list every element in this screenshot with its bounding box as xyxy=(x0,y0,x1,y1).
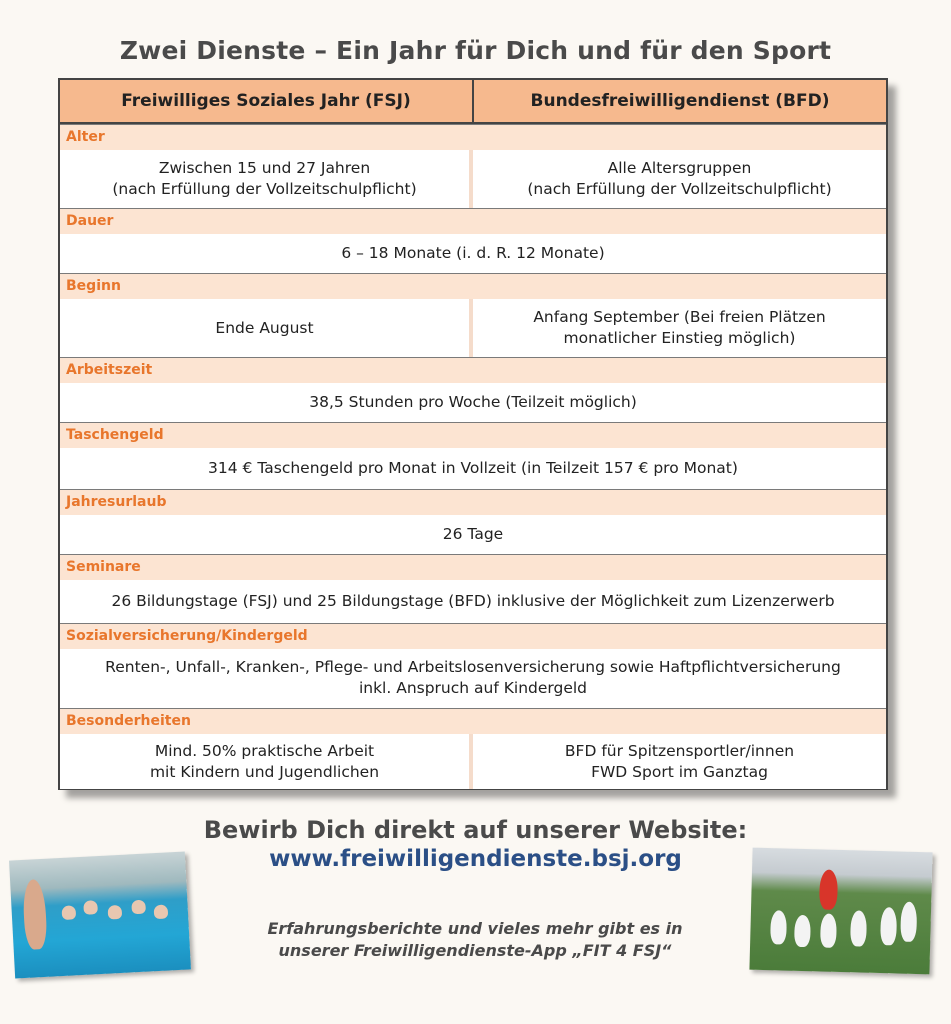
sports-field-photo xyxy=(749,848,932,975)
section-taschengeld xyxy=(60,422,886,488)
section-label: Seminare xyxy=(60,555,886,580)
text-line: (nach Erfüllung der Vollzeitschulpflicht) xyxy=(527,180,832,198)
beginn-bfd xyxy=(473,299,886,357)
section-label: Dauer xyxy=(60,209,886,234)
person-figure xyxy=(154,904,169,919)
person-figure xyxy=(900,902,917,942)
text-line: Anfang September (Bei freien Plätzen xyxy=(533,308,826,326)
header-fsj: Freiwilliges Soziales Jahr (FSJ) xyxy=(60,80,474,122)
taschengeld-value: 314 € Taschengeld pro Monat in Vollzeit (in Teilzeit 157 € pro Monat) xyxy=(208,458,738,477)
text-line: Zwischen 15 und 27 Jahren xyxy=(158,159,371,177)
text-line: mit Kindern und Jugendlichen xyxy=(149,762,380,781)
section-label: Alter xyxy=(60,125,886,150)
table-header xyxy=(60,80,886,124)
text-line: Alle Altersgruppen xyxy=(607,159,752,177)
app-note xyxy=(215,918,735,962)
person-figure xyxy=(108,905,123,920)
section-alter xyxy=(60,124,886,208)
besonderheiten-bfd xyxy=(473,734,886,789)
arbeitszeit-value: 38,5 Stunden pro Woche (Teilzeit möglich) xyxy=(309,392,637,411)
text-line: Renten-, Unfall-, Kranken-, Pflege- und Arbeitslosenversicherung sowie Haftpflichtversicherung xyxy=(105,658,841,676)
section-label: Jahresurlaub xyxy=(60,490,886,515)
person-figure xyxy=(61,905,76,920)
text-line: BFD für Spitzensportler/innen xyxy=(564,741,795,760)
person-figure xyxy=(820,913,837,947)
person-figure xyxy=(880,907,897,945)
person-figure xyxy=(794,915,811,947)
comparison-table xyxy=(58,78,888,790)
text-line: inkl. Anspruch auf Kindergeld xyxy=(358,679,588,697)
alter-bfd xyxy=(473,150,886,208)
section-besonderheiten xyxy=(60,708,886,789)
person-figure xyxy=(22,879,48,950)
header-bfd: Bundesfreiwilligendienst (BFD) xyxy=(530,91,830,111)
text-line: monatlicher Einstieg möglich) xyxy=(563,329,796,347)
section-label: Arbeitszeit xyxy=(60,358,886,383)
section-seminare xyxy=(60,554,886,622)
section-jahresurlaub xyxy=(60,489,886,553)
besonderheiten-fsj xyxy=(60,734,473,789)
section-label: Taschengeld xyxy=(60,423,886,448)
section-dauer xyxy=(60,208,886,272)
swimming-pool-photo xyxy=(9,851,191,978)
seminare-value: 26 Bildungstage (FSJ) und 25 Bildungstage (BFD) inklusive der Möglichkeit zum Lizenzerwerb xyxy=(111,591,835,610)
website-link[interactable]: www.freiwilligendienste.bsj.org xyxy=(269,846,682,872)
person-figure xyxy=(850,910,867,946)
text-line: (nach Erfüllung der Vollzeitschulpflicht) xyxy=(112,180,417,198)
text-line: FWD Sport im Ganztag xyxy=(591,762,768,781)
person-figure xyxy=(83,900,98,915)
sozial-value xyxy=(60,649,886,707)
person-figure xyxy=(770,910,787,944)
note-line: Erfahrungsberichte und vieles mehr gibt es in xyxy=(267,919,683,938)
page-title: Zwei Dienste – Ein Jahr für Dich und für den Sport xyxy=(119,36,832,65)
person-figure xyxy=(131,900,146,915)
dauer-value: 6 – 18 Monate (i. d. R. 12 Monate) xyxy=(341,243,605,262)
section-sozialversicherung xyxy=(60,623,886,707)
alter-fsj xyxy=(60,150,473,208)
jahresurlaub-value: 26 Tage xyxy=(442,524,504,543)
person-figure xyxy=(819,869,838,909)
text-line: Mind. 50% praktische Arbeit xyxy=(154,741,375,760)
section-beginn xyxy=(60,273,886,357)
note-line: unserer Freiwilligendienste-App „FIT 4 FSJ“ xyxy=(278,941,672,960)
section-label: Besonderheiten xyxy=(60,709,886,734)
beginn-fsj: Ende August xyxy=(60,299,473,357)
section-label: Sozialversicherung/Kindergeld xyxy=(60,624,886,649)
section-arbeitszeit xyxy=(60,357,886,421)
apply-heading: Bewirb Dich direkt auf unserer Website: xyxy=(203,816,748,844)
section-label: Beginn xyxy=(60,274,886,299)
